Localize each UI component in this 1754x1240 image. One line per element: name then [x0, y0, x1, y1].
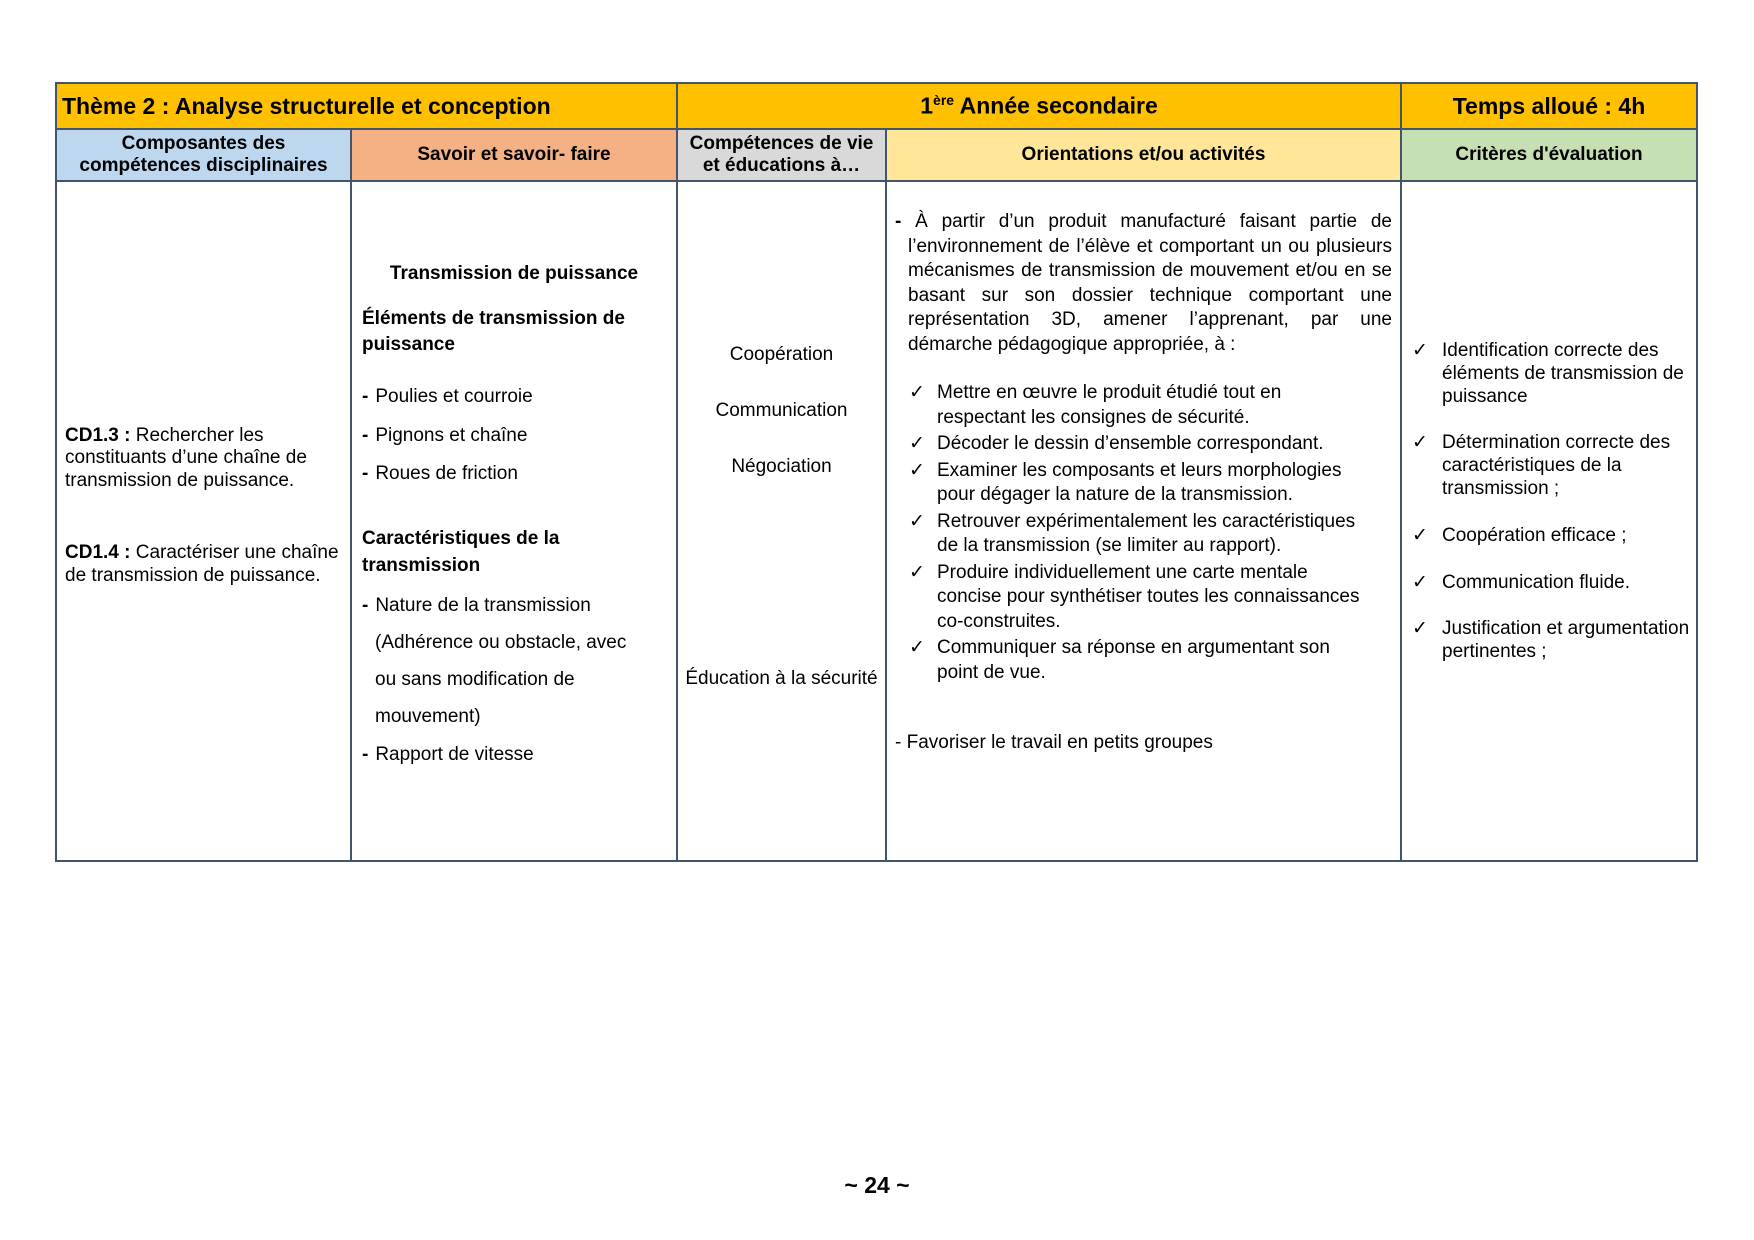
- critere-item: [1412, 572, 1696, 595]
- orientations-cell: [887, 182, 1402, 860]
- column-header-competences: [57, 130, 352, 182]
- column-header-savoir-label: Savoir et savoir- faire: [417, 143, 611, 165]
- critere-item: [1412, 432, 1696, 500]
- savoir-nature-cont-1: (Adhérence ou obstacle, avec: [375, 632, 627, 654]
- column-header-orientations-label: Orientations et/ou activités: [1021, 143, 1266, 165]
- savoir-item-nature-text: Nature de la transmission: [375, 595, 591, 617]
- savoir-item-pignons-text: Pignons et chaîne: [375, 424, 528, 446]
- vie-item-cooperation: Coopération: [729, 344, 834, 365]
- column-header-competences-label: Composantes des compétences disciplinaires: [79, 132, 328, 176]
- orientations-check-text-3: Examiner les composants et leurs morphologies pour dégager la nature de la transmission.: [937, 459, 1342, 505]
- column-header-orientations: [887, 130, 1402, 182]
- vie-cell: [678, 182, 887, 860]
- competence-cd14: [65, 542, 342, 587]
- orientations-outro: [895, 731, 1392, 756]
- year-header-cell: [678, 84, 1402, 130]
- check-icon: ✓: [909, 637, 925, 658]
- check-icon: ✓: [909, 510, 925, 532]
- savoir-title: Transmission de puissance: [389, 263, 639, 284]
- orientations-check-item: [909, 432, 1374, 457]
- orientations-checklist: [895, 381, 1392, 685]
- check-icon: ✓: [1412, 571, 1428, 593]
- orientations-check-item: [909, 561, 1374, 635]
- critere-text-3: Coopération efficace ;: [1442, 524, 1627, 546]
- savoir-item-pignons: [362, 424, 666, 448]
- orientations-check-text-5: Produire individuellement une carte mentale concise pour synthétiser toutes les connaissances co-construites.: [937, 561, 1360, 632]
- check-icon: ✓: [909, 433, 925, 454]
- year-base: 1: [920, 92, 934, 119]
- orientations-intro: [895, 210, 1392, 357]
- savoir-heading-elements: Éléments de transmission de puissance: [362, 307, 625, 356]
- column-header-savoir: [352, 130, 678, 182]
- orientations-check-text-6: Communiquer sa réponse en argumentant son point de vue.: [937, 637, 1330, 683]
- criteres-cell: [1402, 182, 1696, 860]
- year-title: [920, 92, 1158, 120]
- check-icon: ✓: [1412, 524, 1428, 546]
- check-icon: ✓: [909, 561, 925, 583]
- orientations-check-text-2: Décoder le dessin d’ensemble correspondant.: [937, 433, 1324, 454]
- theme-header-cell: [57, 84, 678, 130]
- competence-cd13: [65, 425, 342, 492]
- critere-text-1: Identification correcte des éléments de transmission de puissance: [1442, 340, 1684, 407]
- dash-bullet: -: [895, 732, 902, 753]
- year-superscript: ère: [933, 92, 955, 109]
- vie-item-communication: Communication: [715, 399, 848, 421]
- competence-cd14-text: Caractériser une chaîne de transmission de puissance.: [65, 542, 339, 586]
- competence-cd14-label: CD1.4 :: [65, 542, 131, 564]
- dash-bullet: -: [362, 595, 369, 617]
- savoir-item-nature: [362, 594, 666, 618]
- savoir-item-roues-text: Roues de friction: [375, 463, 518, 485]
- criteres-list: [1412, 340, 1696, 664]
- savoir-heading-caracteristiques: Caractéristiques de la transmission: [362, 528, 560, 576]
- orientations-check-text-4: Retrouver expérimentalement les caractéristiques de la transmission (se limiter au rapport).: [937, 510, 1356, 556]
- dash-bullet: -: [895, 211, 902, 232]
- critere-text-4: Communication fluide.: [1442, 571, 1630, 593]
- curriculum-table: [55, 82, 1698, 862]
- critere-item: [1412, 525, 1696, 548]
- column-header-criteres: [1402, 130, 1696, 182]
- savoir-item-rapport: [362, 743, 666, 767]
- dash-bullet: -: [362, 463, 369, 485]
- competence-cd13-label: CD1.3 :: [65, 425, 131, 446]
- dash-bullet: -: [362, 424, 369, 446]
- savoir-item-poulies: [362, 385, 666, 409]
- check-icon: ✓: [1412, 618, 1428, 640]
- year-rest: Année secondaire: [954, 92, 1158, 119]
- check-icon: ✓: [1412, 432, 1428, 454]
- check-icon: ✓: [909, 382, 925, 403]
- check-icon: ✓: [909, 459, 925, 481]
- savoir-nature-cont-3: mouvement): [375, 705, 481, 727]
- savoir-item-poulies-text: Poulies et courroie: [375, 385, 533, 407]
- theme-title: Thème 2 : Analyse structurelle et conception: [62, 92, 551, 119]
- orientations-check-item: [909, 381, 1374, 430]
- column-header-criteres-label: Critères d'évaluation: [1455, 143, 1643, 165]
- competences-cell: [57, 182, 352, 860]
- dash-bullet: -: [362, 744, 369, 766]
- page-number: ~ 24 ~: [844, 1172, 910, 1198]
- orientations-check-item: [909, 636, 1374, 685]
- column-header-vie: [678, 130, 887, 182]
- check-icon: ✓: [1412, 340, 1428, 361]
- vie-item-education-securite: Éducation à la sécurité: [685, 668, 878, 690]
- column-header-vie-label: Compétences de vie et éducations à…: [689, 132, 874, 176]
- orientations-outro-text: Favoriser le travail en petits groupes: [901, 732, 1213, 753]
- vie-item-negociation: Négociation: [731, 455, 832, 477]
- savoir-cell: [352, 182, 678, 860]
- dash-bullet: -: [362, 385, 369, 407]
- savoir-item-roues: [362, 462, 666, 486]
- orientations-check-item: [909, 459, 1374, 508]
- savoir-nature-cont-2: ou sans modification de: [375, 668, 575, 690]
- competence-cd13-text: Rechercher les constituants d’une chaîne de transmission de puissance.: [65, 425, 307, 491]
- savoir-item-rapport-text: Rapport de vitesse: [375, 744, 534, 766]
- time-allocated: Temps alloué : 4h: [1452, 92, 1646, 119]
- critere-text-5: Justification et argumentation pertinentes ;: [1442, 618, 1690, 663]
- orientations-check-item: [909, 510, 1374, 559]
- critere-item: [1412, 340, 1696, 408]
- critere-item: [1412, 618, 1696, 664]
- time-header-cell: [1402, 84, 1696, 130]
- orientations-check-text-1: Mettre en œuvre le produit étudié tout en respectant les consignes de sécurité.: [937, 382, 1282, 428]
- critere-text-2: Détermination correcte des caractéristiques de la transmission ;: [1442, 432, 1671, 499]
- orientations-intro-text: À partir d’un produit manufacturé faisant partie de l’environnement de l’élève et comportant un ou plusieurs mécanismes de transmission de mouvement et/ou en se basant sur son dossier technique comportant une représentation 3D, amener l’apprenant, par une démarche pédagogique appropriée, à :: [901, 211, 1392, 355]
